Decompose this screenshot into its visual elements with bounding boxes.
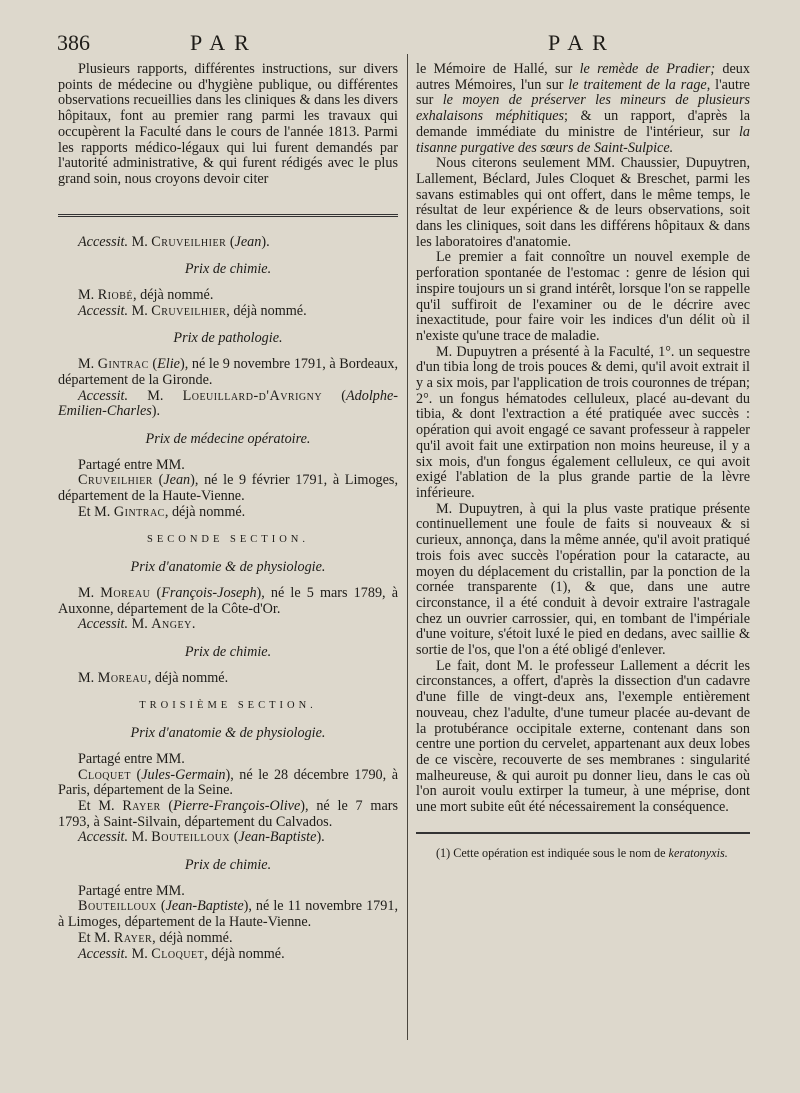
prize-heading: Prix de chimie.: [184, 261, 272, 278]
footnote-rule: [416, 832, 750, 834]
prize-heading: Prix d'anatomie & de physiologie.: [130, 725, 326, 742]
separator-rule: [58, 214, 398, 217]
list-item: Accessit. M. Cruveilhier (Jean).: [78, 233, 270, 250]
list-item: M. Riobé, déjà nommé.: [78, 287, 214, 304]
list-item: Et M. Rayer, déjà nommé.: [78, 929, 233, 946]
list-item: Bouteilloux (Jean-Baptiste), né le 11 novembre 1791, à Limoges, département de la Haute-Vienne.: [58, 898, 398, 931]
running-title-left: PAR: [190, 30, 258, 55]
section-heading: SECONDE SECTION.: [146, 534, 309, 546]
list-item: Partagé entre MM.: [78, 882, 185, 899]
prize-heading: Prix de pathologie.: [173, 330, 283, 347]
list-item: Accessit. M. Bouteilloux (Jean-Baptiste).: [78, 829, 325, 846]
list-item: Partagé entre MM.: [78, 456, 185, 473]
list-item: Partagé entre MM.: [78, 750, 185, 767]
list-item: Accessit. M. Loeuillard-d'Avrigny (Adolphe-Emilien-Charles).: [58, 387, 398, 420]
paragraph: le Mémoire de Hallé, sur le remède de Pradier; deux autres Mémoires, l'un sur le traitement de la rage, l'autre sur le moyen de préserver les mineurs de plusieurs exhalaisons méphitiques; & un rapport, d'après la demande immédiate du ministre de l'intérieur, sur la tisanne purgative des sœurs de Saint-Sulpice.: [416, 61, 750, 156]
footnote: (1) Cette opération est indiquée sous le nom de keratonyxis.: [436, 845, 728, 860]
section-heading: TROISIÈME SECTION.: [139, 700, 317, 712]
paragraph: Nous citerons seulement MM. Chaussier, Dupuytren, Lallement, Béclard, Jules Cloquet & Breschet, parmi les savans estimables qui ont offert, dans le même temps, le résultat de leur expérience & de leurs observations, soit dans les cliniques, soit dans les différens hôpitaux & dans les laboratoires d'anatomie.: [416, 155, 750, 250]
paragraph: Le premier a fait connoître un nouvel exemple de perforation spontanée de l'estomac : genre de lésion qui inspire toujours un si grand intérêt, lorsque l'on se rappelle qu'il suffiroit de l'examiner ou de le décrire avec inexactitude, pour faire voir les indices d'un délit où il n'existe qu'une trace de maladie.: [416, 249, 750, 344]
list-item: Cruveilhier (Jean), né le 9 février 1791, à Limoges, département de la Haute-Vienne.: [58, 472, 398, 505]
running-title-right: PAR: [548, 30, 616, 55]
intro-paragraph: Plusieurs rapports, différentes instructions, sur divers points de médecine ou d'hygiène publique, ou différentes observations recueillies dans les cliniques & dans les divers hôpitaux, font au premier rang parmi les travaux qui occupèrent la Faculté dans le cours de l'année 1813. Parmi les rapports médico-légaux qui lui furent demandés par l'autorité administrative, & qui furent rédigés avec le plus grand soin, nous croyons devoir citer: [58, 61, 398, 187]
running-header: [0, 30, 800, 64]
list-item: M. Gintrac (Elie), né le 9 novembre 1791, à Bordeaux, département de la Gironde.: [58, 356, 398, 388]
list-item: Accessit. M. Angey.: [78, 616, 196, 633]
prize-heading: Prix d'anatomie & de physiologie.: [130, 559, 326, 576]
left-column: [58, 62, 398, 962]
list-item: Cloquet (Jules-Germain), né le 28 décembre 1790, à Paris, département de la Seine.: [58, 766, 398, 799]
right-column: [416, 62, 750, 860]
prize-heading: Prix de médecine opératoire.: [145, 430, 311, 447]
column-rule: [407, 54, 408, 1040]
list-item: Accessit. M. Cruveilhier, déjà nommé.: [78, 302, 307, 319]
list-item: M. Moreau, déjà nommé.: [78, 669, 229, 686]
list-item: Et M. Gintrac, déjà nommé.: [78, 503, 246, 520]
page-number: 386: [57, 30, 90, 55]
list-item: Accessit. M. Cloquet, déjà nommé.: [78, 945, 285, 962]
paragraph: M. Dupuytren, à qui la plus vaste pratique présente continuellement une foule de faits si nouveaux & si curieux, annonça, dans la même année, qu'il avoit pratiqué trois fois avec succès l'opération pour la cataracte, au moyen du déplacement du cristallin, par la ponction de la cornée transparente (1), & que, dans une autre circonstance, il a été conduit à devoir extraire l'astragale chez un ouvrier carrossier, qui, en tombant de l'impériale d'une voiture, s'étoit luxé le pied en dedans, avec saillie & sortie de l'os, que l'on a été obligé d'enlever.: [416, 500, 750, 659]
list-item: M. Moreau (François-Joseph), né le 5 mars 1789, à Auxonne, département de la Côte-d'Or.: [58, 584, 398, 617]
paragraph: M. Dupuytren a présenté à la Faculté, 1°. un sequestre d'un tibia long de trois pouces & demi, qu'il avoit extrait il y a six mois, par l'application de trois couronnes de trépan; 2°. un fongus hématodes celluleux, placé au-devant du tibia, & dont l'extraction a été pratiquée avec succès : opération qui avoit engagé ce savant professeur à rappeler qu'il avoit fait une extirpation non moins heureuse, il y a six mois, d'un fongus également celluleux, ce qui avoit exigé l'ablation de la plus grande partie de la lèvre inférieure.: [416, 343, 750, 501]
list-item: Et M. Rayer (Pierre-François-Olive), né le 7 mars 1793, à Saint-Silvain, département du Calvados.: [58, 797, 398, 830]
prize-heading: Prix de chimie.: [184, 643, 272, 660]
paragraph: Le fait, dont M. le professeur Lallement a décrit les circonstances, a offert, d'après la dissection d'un cadavre d'une fille de vingt-deux ans, l'exemple entièrement nouveau, chez l'adulte, d'une tumeur placée au-devant de la protubérance occipitale externe, contenant dans son centre une portion du cervelet, appartenant aux deux lobes de ce viscère, recouverte de ses membranes : singularité malheureuse, & qui auroit pu donner lieu, dans le cas où l'on auroit voulu extirper la tumeur, à une méprise, dont une mort subite eût été nécessairement la conséquence.: [416, 657, 750, 816]
prize-heading: Prix de chimie.: [184, 857, 272, 874]
